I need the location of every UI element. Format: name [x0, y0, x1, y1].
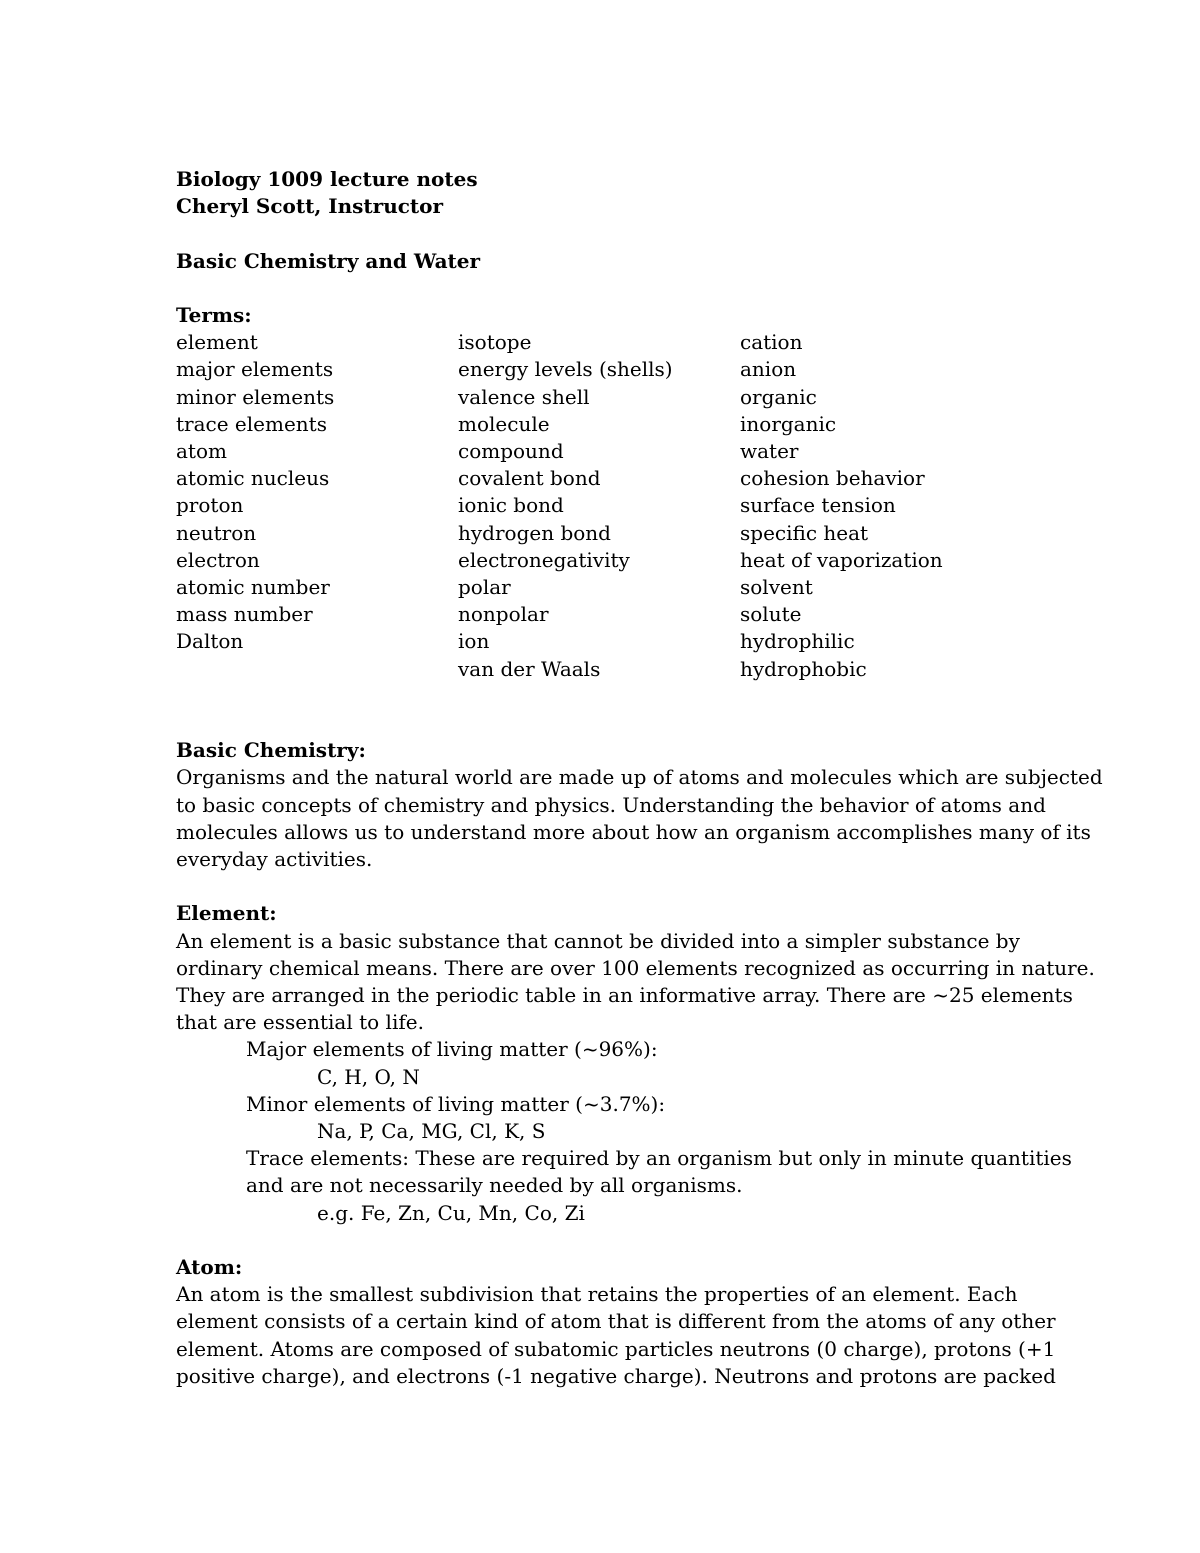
spacer: [176, 683, 1046, 710]
term-item: polar: [458, 575, 511, 600]
topic-title: Basic Chemistry and Water: [176, 248, 481, 273]
term-item: neutron: [176, 520, 257, 545]
term-item: trace elements: [176, 411, 327, 436]
term-item: atomic number: [176, 575, 330, 600]
term-item: valence shell: [458, 384, 590, 409]
term-item: organic: [740, 384, 817, 409]
term-item: inorganic: [740, 411, 837, 436]
major-elements-label: Major elements of living matter (~96%):: [246, 1037, 658, 1062]
term-item: surface tension: [740, 493, 896, 518]
trace-elements-line: Trace elements: These are required by an organism but only in minute quantities: [246, 1146, 1072, 1171]
term-item: compound: [458, 439, 564, 463]
term-item: Dalton: [176, 629, 244, 654]
term-item: proton: [176, 493, 244, 518]
term-item: atom: [176, 439, 227, 463]
paragraph-line: that are essential to life.: [176, 1010, 424, 1035]
terms-table: [176, 329, 1046, 683]
paragraph-line: positive charge), and electrons (-1 negative charge). Neutrons and protons are packed: [176, 1363, 1056, 1388]
trace-elements-line: and are not necessarily needed by all organisms.: [246, 1173, 743, 1198]
term-item: electronegativity: [458, 547, 630, 572]
term-item: hydrogen bond: [458, 520, 611, 545]
spacer: [176, 275, 1046, 302]
terms-column-1: [176, 329, 334, 655]
minor-elements-label: Minor elements of living matter (~3.7%):: [246, 1091, 666, 1116]
term-item: covalent bond: [458, 466, 601, 491]
paragraph-line: An atom is the smallest subdivision that retains the properties of an element. Each: [176, 1282, 1018, 1307]
term-item: nonpolar: [458, 602, 549, 627]
term-item: solvent: [740, 575, 813, 600]
basic-chemistry-heading: Basic Chemistry:: [176, 738, 366, 763]
term-item: hydrophobic: [740, 656, 867, 681]
paragraph-line: Organisms and the natural world are made up of atoms and molecules which are subjected: [176, 765, 1103, 790]
term-item: cohesion behavior: [740, 466, 925, 491]
spacer: [176, 710, 1046, 737]
spacer: [176, 220, 1046, 247]
minor-elements-list: Na, P, Ca, MG, Cl, K, S: [317, 1118, 546, 1143]
term-item: specific heat: [740, 520, 869, 545]
term-item: energy levels (shells): [458, 357, 673, 382]
term-item: van der Waals: [458, 656, 601, 681]
major-elements-list: C, H, O, N: [317, 1064, 420, 1089]
term-item: element: [176, 330, 258, 355]
paragraph-line: everyday activities.: [176, 846, 373, 871]
paragraph-line: molecules allows us to understand more about how an organism accomplishes many of its: [176, 819, 1091, 844]
trace-elements-list: e.g. Fe, Zn, Cu, Mn, Co, Zi: [317, 1200, 585, 1225]
term-item: water: [740, 439, 799, 463]
element-heading: Element:: [176, 901, 277, 926]
paragraph-line: element. Atoms are composed of subatomic particles neutrons (0 charge), protons (+1: [176, 1336, 1056, 1361]
paragraph-line: to basic concepts of chemistry and physics. Understanding the behavior of atoms and: [176, 792, 1046, 817]
paragraph-line: element consists of a certain kind of atom that is different from the atoms of any other: [176, 1309, 1056, 1334]
document-body: [176, 166, 1103, 1390]
term-item: cation: [740, 330, 803, 355]
terms-heading: Terms:: [176, 302, 252, 327]
term-item: heat of vaporization: [740, 547, 943, 572]
spacer: [176, 873, 1046, 900]
term-item: mass number: [176, 602, 313, 627]
term-item: ion: [458, 629, 490, 654]
term-item: atomic nucleus: [176, 466, 330, 491]
terms-column-2: [458, 329, 673, 683]
term-item: molecule: [458, 411, 550, 436]
course-title: Biology 1009 lecture notes: [176, 167, 478, 191]
term-item: minor elements: [176, 384, 335, 409]
paragraph-line: An element is a basic substance that cannot be divided into a simpler substance by: [176, 928, 1020, 953]
term-item: electron: [176, 547, 260, 572]
instructor-name: Cheryl Scott, Instructor: [176, 194, 444, 219]
term-item: ionic bond: [458, 493, 564, 518]
term-item: anion: [740, 357, 797, 382]
term-item: major elements: [176, 357, 334, 382]
atom-heading: Atom:: [176, 1254, 243, 1279]
term-item: hydrophilic: [740, 629, 855, 654]
term-item: solute: [740, 602, 802, 627]
paragraph-line: They are arranged in the periodic table in an informative array. There are ~25 elements: [176, 982, 1073, 1007]
term-item: isotope: [458, 330, 532, 355]
terms-column-3: [740, 329, 943, 683]
paragraph-line: ordinary chemical means. There are over 100 elements recognized as occurring in nature.: [176, 955, 1095, 980]
spacer: [176, 1227, 1046, 1254]
